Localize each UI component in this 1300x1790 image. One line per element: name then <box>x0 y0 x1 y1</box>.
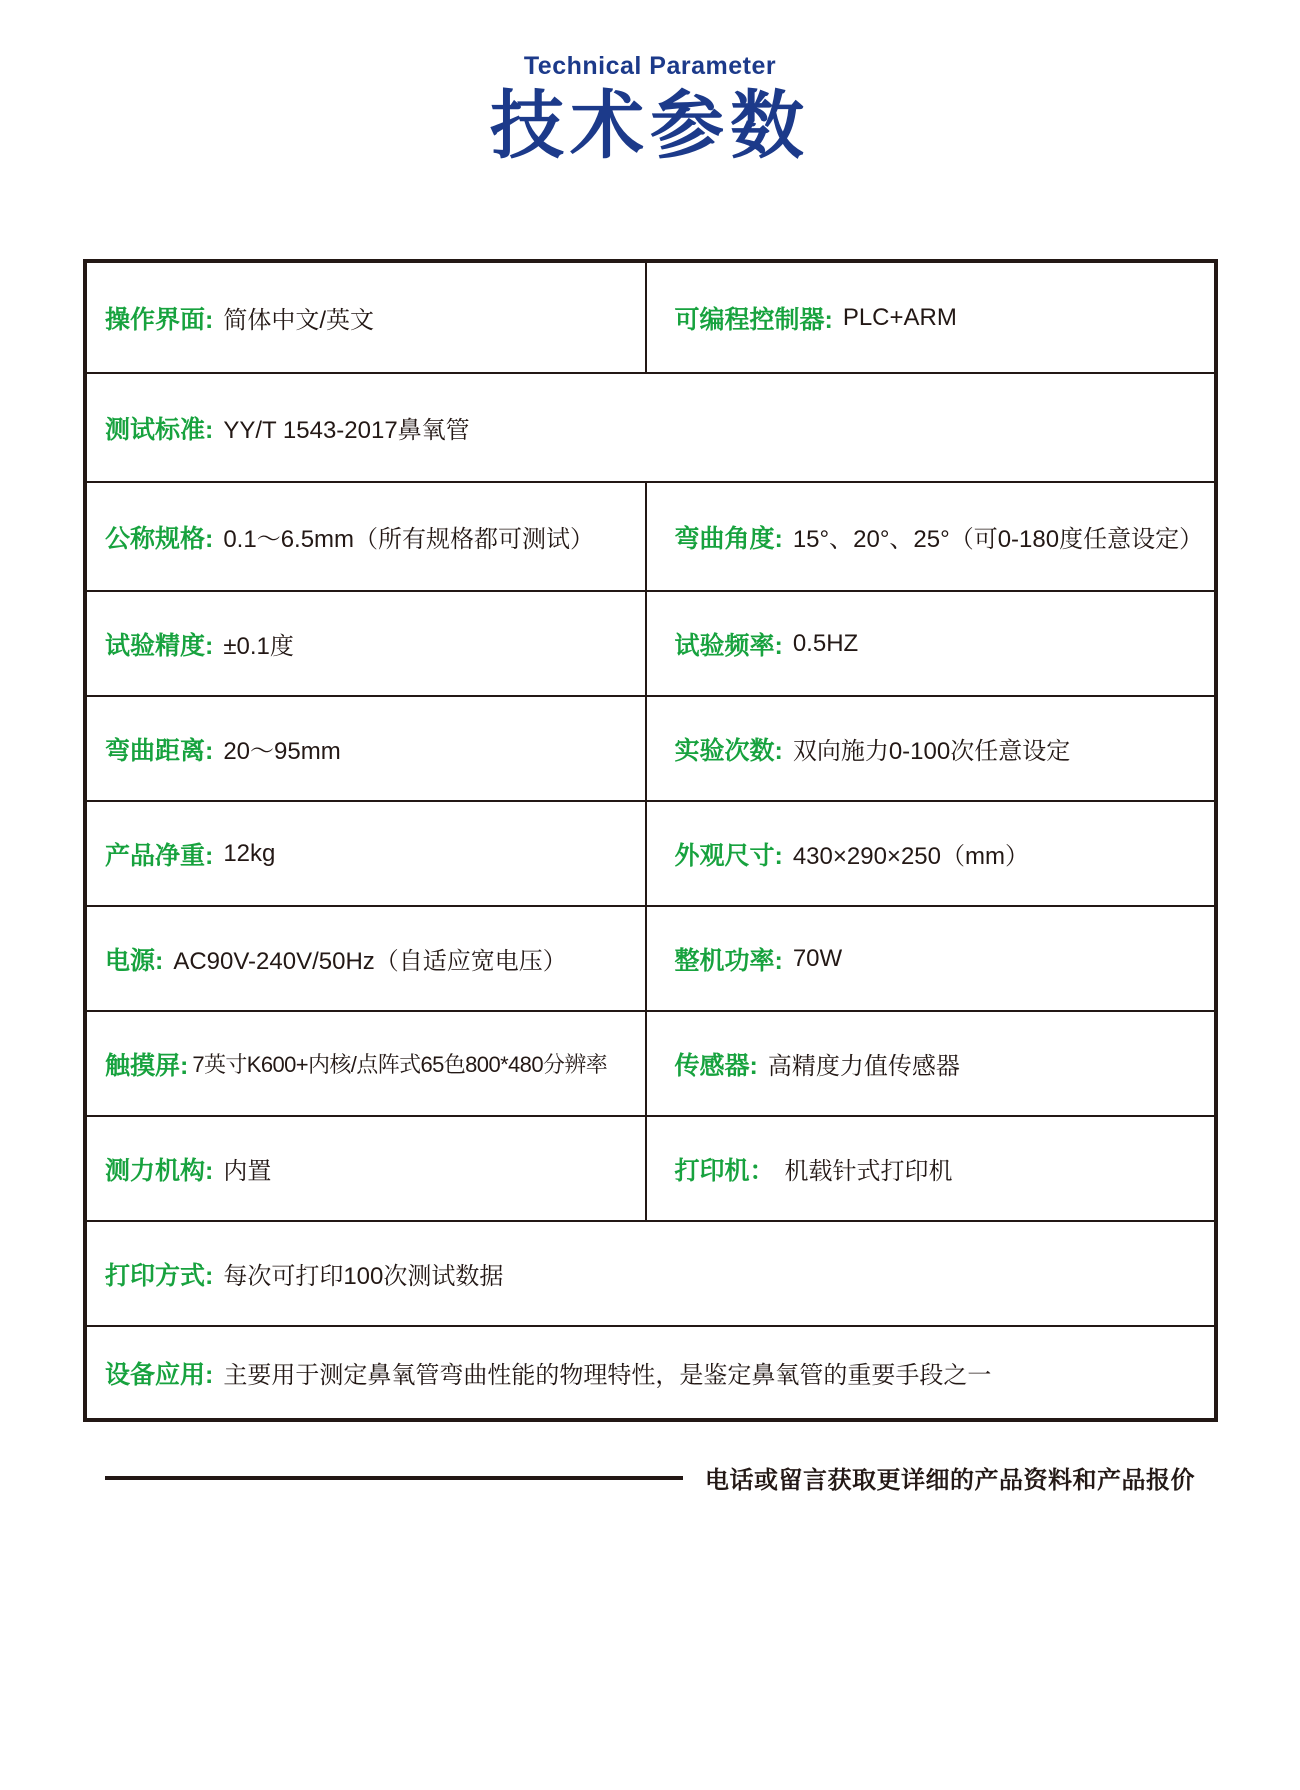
page-title: 技术参数 <box>490 84 810 167</box>
spec-label: 测力机构: <box>105 1156 214 1185</box>
spec-cell <box>645 263 1215 372</box>
spec-label: 弯曲距离: <box>105 736 214 765</box>
spec-label: 可编程控制器: <box>674 305 833 334</box>
table-row <box>87 695 1214 800</box>
spec-cell <box>645 1012 1215 1115</box>
spec-label: 产品净重: <box>105 841 214 870</box>
spec-label: 传感器: <box>674 1051 758 1080</box>
table-row <box>87 481 1214 590</box>
spec-label: 弯曲角度: <box>674 524 783 553</box>
spec-value: 机载针式打印机 <box>784 1158 953 1185</box>
table-row <box>87 1325 1214 1418</box>
spec-value: 0.5HZ <box>792 629 859 657</box>
spec-label: 实验次数: <box>674 736 783 765</box>
spec-label: 试验精度: <box>105 631 214 660</box>
spec-label: 操作界面: <box>105 305 214 334</box>
spec-label: 触摸屏: <box>105 1051 189 1080</box>
spec-cell <box>87 697 645 800</box>
spec-value: YY/T 1543-2017鼻氧管 <box>223 417 470 444</box>
spec-cell <box>87 1012 645 1115</box>
spec-label: 设备应用: <box>105 1360 214 1389</box>
footer-rule <box>105 1476 683 1480</box>
spec-cell <box>645 697 1215 800</box>
spec-label: 打印机： <box>674 1156 775 1185</box>
spec-value: ±0.1度 <box>223 633 294 660</box>
table-row <box>87 372 1214 481</box>
spec-label: 电源: <box>105 946 164 975</box>
spec-cell <box>87 483 645 590</box>
spec-value: 70W <box>792 944 843 972</box>
spec-value: PLC+ARM <box>842 303 957 331</box>
spec-value: 内置 <box>223 1158 272 1185</box>
page-footer <box>105 1455 1220 1500</box>
table-row <box>87 590 1214 695</box>
spec-table <box>83 259 1218 1422</box>
spec-value: 主要用于测定鼻氧管弯曲性能的物理特性，是鉴定鼻氧管的重要手段之一 <box>223 1362 992 1389</box>
spec-label: 公称规格: <box>105 524 214 553</box>
spec-value: 12kg <box>223 839 276 867</box>
spec-label: 测试标准: <box>105 415 214 444</box>
header-eyebrow: Technical Parameter <box>523 52 777 80</box>
spec-cell <box>645 907 1215 1010</box>
spec-cell <box>645 1117 1215 1220</box>
spec-label: 打印方式: <box>105 1261 214 1290</box>
spec-label: 外观尺寸: <box>674 841 783 870</box>
table-row <box>87 905 1214 1010</box>
spec-value: 20～95mm <box>223 738 341 765</box>
spec-label: 整机功率: <box>674 946 783 975</box>
table-row <box>87 263 1214 372</box>
spec-value: 7英寸K600+内核/点阵式65色800*480分辨率 <box>192 1052 608 1077</box>
spec-cell <box>645 592 1215 695</box>
spec-cell <box>645 802 1215 905</box>
spec-cell <box>87 1117 645 1220</box>
table-row <box>87 1010 1214 1115</box>
table-row <box>87 1115 1214 1220</box>
table-row <box>87 1220 1214 1325</box>
spec-value: 简体中文/英文 <box>223 307 374 334</box>
spec-value: 430×290×250（mm） <box>792 843 1029 870</box>
spec-cell <box>87 592 645 695</box>
spec-cell <box>87 1222 1214 1325</box>
spec-value: 高精度力值传感器 <box>767 1053 960 1080</box>
spec-cell <box>87 1327 1214 1418</box>
spec-value: 0.1～6.5mm（所有规格都可测试） <box>223 526 595 553</box>
spec-cell <box>87 263 645 372</box>
spec-cell <box>645 483 1215 590</box>
spec-value: 双向施力0-100次任意设定 <box>792 738 1071 765</box>
spec-cell <box>87 374 1214 481</box>
spec-value: AC90V-240V/50Hz（自适应宽电压） <box>173 948 567 975</box>
spec-cell <box>87 802 645 905</box>
table-row <box>87 800 1214 905</box>
footer-note: 电话或留言获取更详细的产品资料和产品报价 <box>705 1467 1195 1494</box>
page-header <box>0 0 1300 167</box>
spec-label: 试验频率: <box>674 631 783 660</box>
spec-value: 每次可打印100次测试数据 <box>223 1263 504 1290</box>
spec-value: 15°、20°、25°（可0-180度任意设定） <box>792 526 1204 553</box>
spec-cell <box>87 907 645 1010</box>
